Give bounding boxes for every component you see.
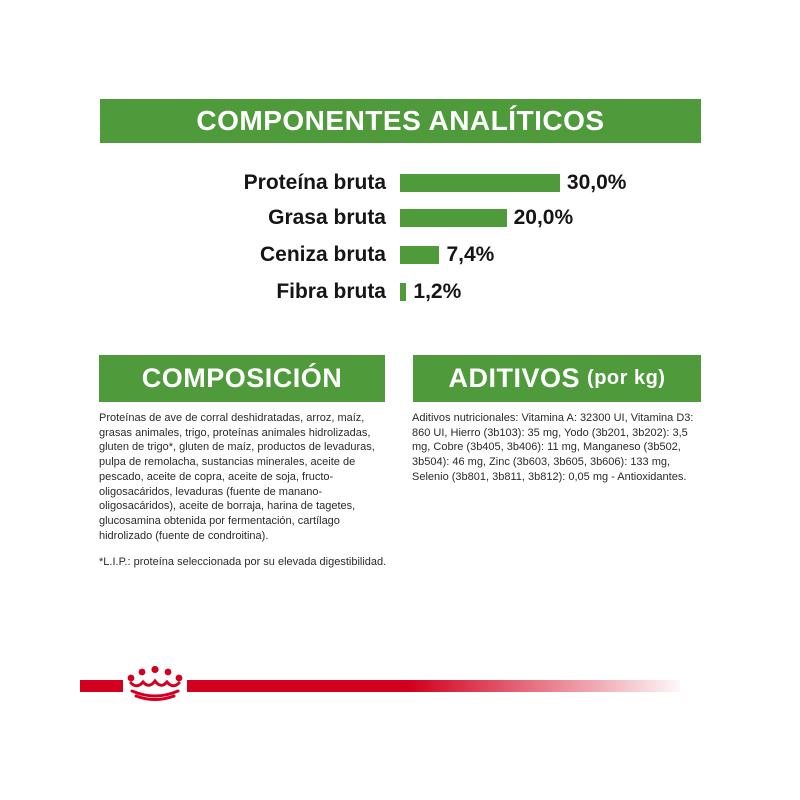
nutrient-row-fiber bbox=[0, 277, 800, 307]
crown-logo-icon bbox=[123, 665, 187, 701]
nutrient-label: Grasa bruta bbox=[268, 206, 386, 229]
additives-header bbox=[413, 355, 701, 402]
nutrient-value: 1,2% bbox=[413, 280, 462, 303]
nutrient-bar bbox=[400, 246, 439, 264]
nutrient-row-ash bbox=[0, 240, 800, 270]
nutrient-value: 20,0% bbox=[513, 206, 574, 229]
analytic-components-title: COMPONENTES ANALÍTICOS bbox=[196, 105, 605, 136]
additives-unit: (por kg) bbox=[587, 367, 666, 389]
nutrient-row-fat bbox=[0, 203, 800, 233]
nutrient-label: Fibra bruta bbox=[276, 280, 386, 303]
additives-title: ADITIVOS bbox=[448, 363, 581, 393]
nutrient-value: 7,4% bbox=[446, 243, 495, 266]
nutrient-value: 30,0% bbox=[566, 171, 627, 194]
analytic-components-header bbox=[100, 99, 701, 143]
composition-header bbox=[99, 355, 385, 402]
composition-footnote: *L.I.P.: proteína seleccionada por su elevada digestibilidad. bbox=[99, 556, 387, 568]
nutrient-label: Proteína bruta bbox=[243, 171, 386, 194]
additives-text: Aditivos nutricionales: Vitamina A: 32300 UI, Vitamina D3: 860 UI, Hierro (3b103): 35 mg, Yodo (3b201, 3b202): 3,5 mg, Cobre (3b405, 3b406): 11 mg, Manganeso (3b502, 3b504): 46 mg, Zinc (3b603, 3b605, 3b606): 133 mg, Selenio (3b801, 3b811, 3b812): 0,05 mg - Antioxidantes. bbox=[412, 412, 694, 483]
nutrient-bar bbox=[400, 174, 560, 192]
nutrient-row-protein bbox=[0, 168, 800, 198]
composition-title: COMPOSICIÓN bbox=[141, 363, 343, 393]
nutrient-bar bbox=[400, 209, 507, 227]
composition-text: Proteínas de ave de corral deshidratadas, arroz, maíz, grasas animales, trigo, proteínas animales hidrolizadas, gluten de trigo*, gluten de maíz, productos de levaduras, pulpa de remolacha, sustancias minerales, aceite de pescado, aceite de copra, aceite de soja, fructo-oligosacáridos, levaduras (fuente de manano-oligosacáridos), aceite de borraja, harina de tagetes, glucosamina obtenida por fermentación, cartílago hidrolizado (fuente de condroitina). bbox=[99, 412, 375, 542]
nutrient-label: Ceniza bruta bbox=[259, 243, 386, 266]
nutrient-bar bbox=[400, 283, 406, 301]
